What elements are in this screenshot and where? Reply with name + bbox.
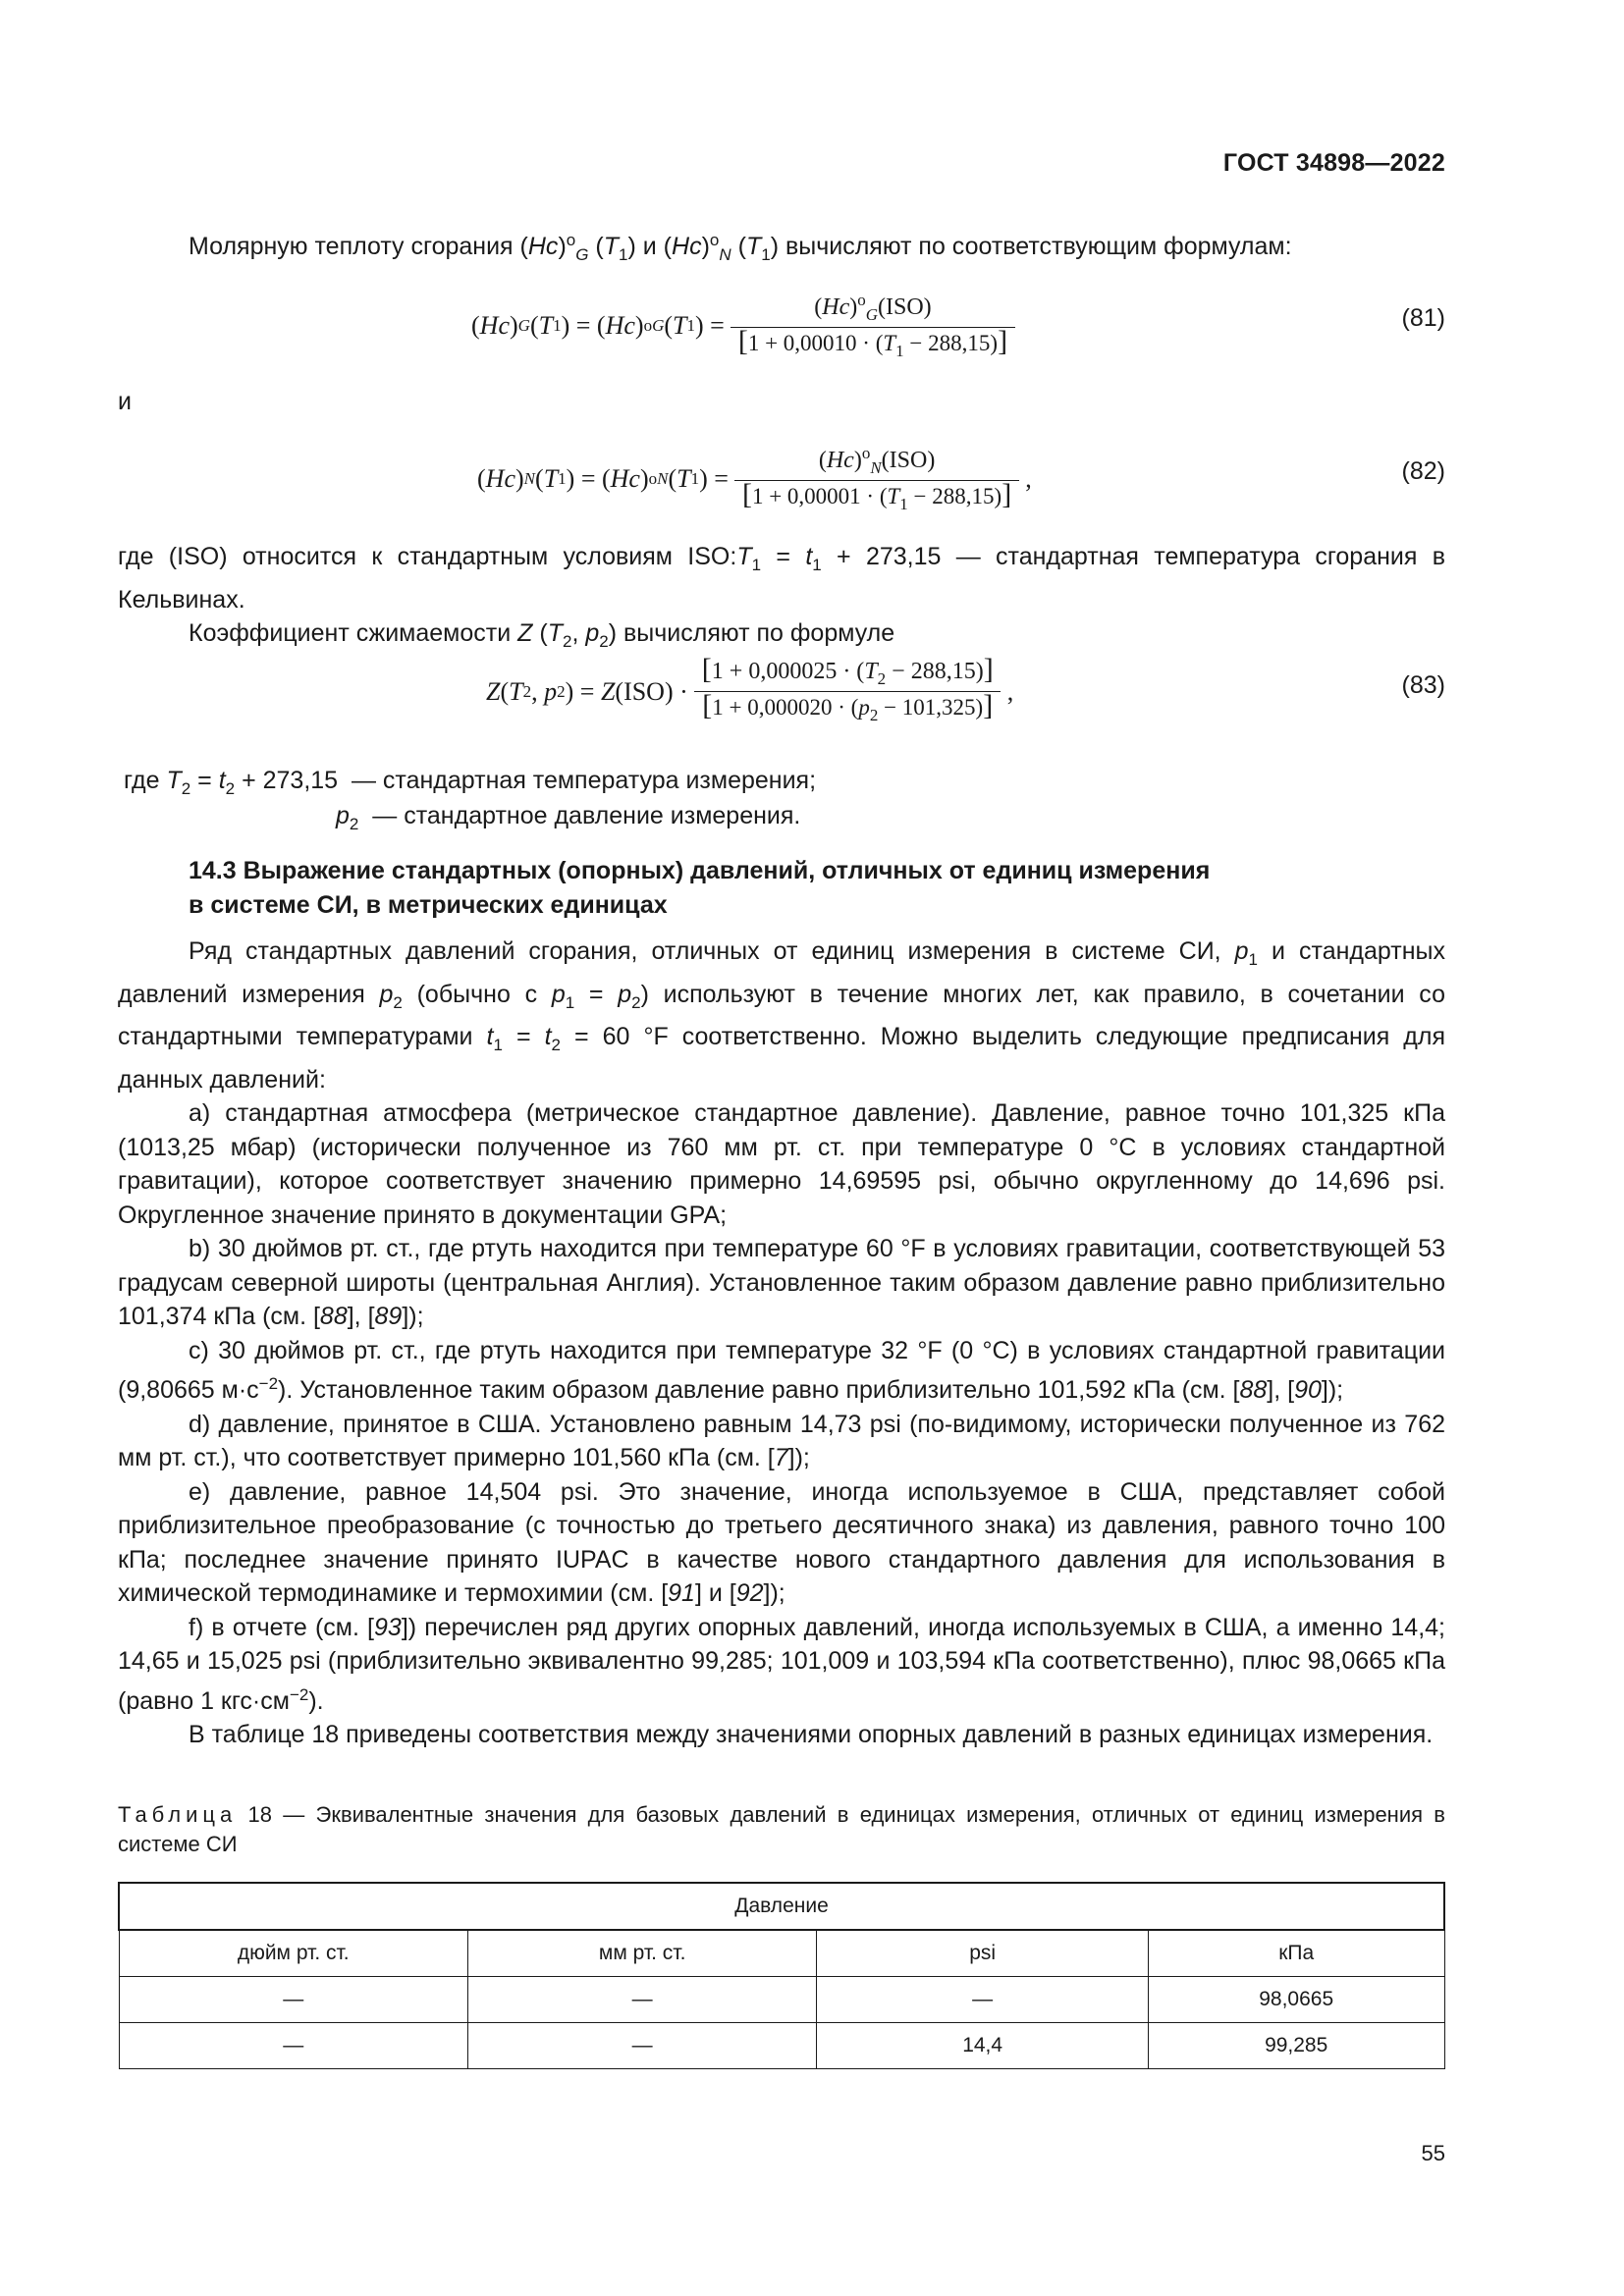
paragraph-c: c) 30 дюймов рт. ст., где ртуть находится при температуре 32 °F (0 °C) в условиях стандартной гравитации (9,80665 $м\cdot с^{-2}$). Установленное таким образом давление равно приблизительно 101,592 кПа (см. [88], [90]); bbox=[118, 1336, 1445, 1404]
equation-81-number: (81) bbox=[1401, 304, 1445, 332]
where-item-1-def: — стандартная температура измерения; bbox=[351, 767, 817, 794]
table-cell: — bbox=[817, 1977, 1148, 2023]
where-item-2-def: — стандартное давление измерения. bbox=[372, 802, 801, 829]
iso-text: где (ISO) относится к стандартным условиям $ISO:T_1 = t_1 + 273,15$ — стандартная температура сгорания в Кельвинах. bbox=[118, 543, 1445, 614]
where-item-1: где $T_2 = t_2 + 273,15$ — стандартная температура измерения; bbox=[124, 767, 817, 798]
table-cell: 98,0665 bbox=[1148, 1977, 1444, 2023]
equation-82-body: ( Hc ) N ( T 1 ) = ( Hc ) o N ( T 1 ) = $\frac{(Hc)^o_N(ISO)}{[1 + 0,00001 \cdot (T_1 - 288,15)]}$ , bbox=[477, 444, 1032, 513]
where-lead: где bbox=[124, 767, 160, 794]
where-item-2: $p_2$ — стандартное давление измерения. bbox=[336, 802, 801, 833]
table-cell: — bbox=[467, 2023, 816, 2069]
equation-83 bbox=[118, 653, 1445, 726]
table-cell: — bbox=[467, 1977, 816, 2023]
equation-83-body: Z ( T 2 , p 2 ) = Z (ISO) · $\frac{[1 + 0,000025 \cdot (T_2 - 288,15)]}{[1 + 0,000020 \cdot (p_2 - 101,325)]}$ , bbox=[486, 653, 1014, 724]
equation-83-number: (83) bbox=[1401, 671, 1445, 699]
table-row bbox=[119, 2023, 1444, 2069]
table-cell: — bbox=[119, 2023, 467, 2069]
table-cell: 99,285 bbox=[1148, 2023, 1444, 2069]
document-page bbox=[118, 0, 1445, 2296]
equation-81 bbox=[118, 291, 1445, 359]
column-header-mmhg: мм рт. ст. bbox=[467, 1930, 816, 1977]
equation-82-number: (82) bbox=[1401, 457, 1445, 485]
table-header-row bbox=[119, 1930, 1444, 1977]
pressure-table bbox=[118, 1882, 1445, 2069]
equation-83-fraction: $\frac{[1 + 0,000025 \cdot (T_2 - 288,15)]}{[1 + 0,000020 \cdot (p_2 - 101,325)]}$ bbox=[694, 658, 1001, 725]
equation-82-fraction: $\frac{(Hc)^o_N(ISO)}{[1 + 0,00001 \cdot (T_1 - 288,15)]}$ bbox=[734, 444, 1019, 514]
equation-82 bbox=[118, 444, 1445, 512]
table-group-header-row bbox=[119, 1883, 1444, 1930]
page-number: 55 bbox=[1421, 2141, 1445, 2165]
equation-81-body: ( Hc ) G ( T 1 ) = ( Hc ) o G ( T 1 ) = $\frac{(Hc)^o_G(ISO)}{[1 + 0,00010 \cdot (T_1 - 288,15)]}$ bbox=[471, 291, 1021, 361]
paragraph-f: f) в отчете (см. [93]) перечислен ряд других опорных давлений, иногда используемых в США, а именно 14,4; 14,65 и 15,025 psi (приблизительно эквивалентно 99,285; 101,009 и 103,594 кПа соответственно), плюс 98,0665 кПа (равно 1 $кгс\cdot см^{-2}$). bbox=[118, 1613, 1445, 1715]
table-caption-label: Таблица bbox=[118, 1802, 238, 1827]
conjunction-and: и bbox=[118, 388, 132, 415]
table-group-header: Давление bbox=[119, 1883, 1444, 1930]
paragraph-a: а) стандартная атмосфера (метрическое стандартное давление). Давление, равное точно 101,325 кПа (1013,25 мбар) (исторически полученное из 760 мм рт. ст. при температуре 0 °C в условиях стандартной гравитации), которое соответствует значению примерно 14,69595 psi, обычно округленному до 14,696 psi. Округленное значение принято в документации GPA; bbox=[118, 1099, 1445, 1229]
column-header-kpa: кПа bbox=[1148, 1930, 1444, 1977]
table-cell: — bbox=[119, 1977, 467, 2023]
table-cell: 14,4 bbox=[817, 2023, 1148, 2069]
paragraph-last: В таблице 18 приведены соответствия между значениями опорных давлений в разных единицах измерения. bbox=[189, 1721, 1434, 1748]
section-title-line-1: 14.3 Выражение стандартных (опорных) давлений, отличных от единиц измерения bbox=[189, 857, 1211, 884]
intro-text: Молярную теплоту сгорания $(Hc)^o_G$ $(T_1)$ и $(Hc)^o_N$ $(T_1)$ вычисляют по соответствующим формулам: bbox=[189, 231, 1292, 264]
equation-81-fraction: $\frac{(Hc)^o_G(ISO)}{[1 + 0,00010 \cdot (T_1 - 288,15)]}$ bbox=[731, 291, 1015, 361]
iso-paragraph bbox=[118, 540, 1445, 660]
document-id: ГОСТ 34898—2022 bbox=[1222, 149, 1445, 177]
section-title-line-2: в системе СИ, в метрических единицах bbox=[189, 890, 668, 919]
paragraph-d: d) давление, принятое в США. Установлено равным 14,73 psi (по-видимому, исторически полученное из 762 мм рт. ст.), что соответствует примерно 101,560 кПа (см. [7]); bbox=[118, 1410, 1445, 1471]
section-heading bbox=[118, 854, 1445, 922]
paragraph-e: e) давление, равное 14,504 psi. Это значение, иногда используемое в США, представляет собой приблизительное преобразование (с точностью до третьего десятичного знака) из давления, равного точно 100 кПа; последнее значение принято IUPAC в качестве нового стандартного давления для использования в химической термодинамике и термохимии (см. [91] и [92]); bbox=[118, 1477, 1445, 1607]
column-header-inhg: дюйм рт. ст. bbox=[119, 1930, 467, 1977]
paragraph-intro: Ряд стандартных давлений сгорания, отличных от единиц измерения в системе СИ, $p_1$ и стандартных давлений измерения $p_2$ (обычно с $p_1 = p_2$) используют в течение многих лет, как правило, в сочетании со стандартными температурами $t_1 = t_2 = 60$ °F соответственно. Можно выделить следующие предписания для данных давлений: bbox=[118, 937, 1445, 1094]
compressibility-text: Коэффициент сжимаемости Z ($T_2$, $p_2$) вычисляют по формуле bbox=[189, 619, 895, 651]
body-text bbox=[118, 934, 1445, 1752]
table-row bbox=[119, 1977, 1444, 2023]
table-caption-text: 18 — Эквивалентные значения для базовых давлений в единицах измерения, отличных от единиц измерения в системе СИ bbox=[118, 1802, 1445, 1856]
table-caption bbox=[118, 1800, 1445, 1859]
column-header-psi: psi bbox=[817, 1930, 1148, 1977]
paragraph-b: b) 30 дюймов рт. ст., где ртуть находится при температуре 60 °F в условиях гравитации, соответствующей 53 градусам северной широты (центральная Англия). Установленное таким образом давление равно приблизительно 101,374 кПа (см. [88], [89]); bbox=[118, 1235, 1445, 1330]
intro-paragraph bbox=[118, 224, 1445, 273]
